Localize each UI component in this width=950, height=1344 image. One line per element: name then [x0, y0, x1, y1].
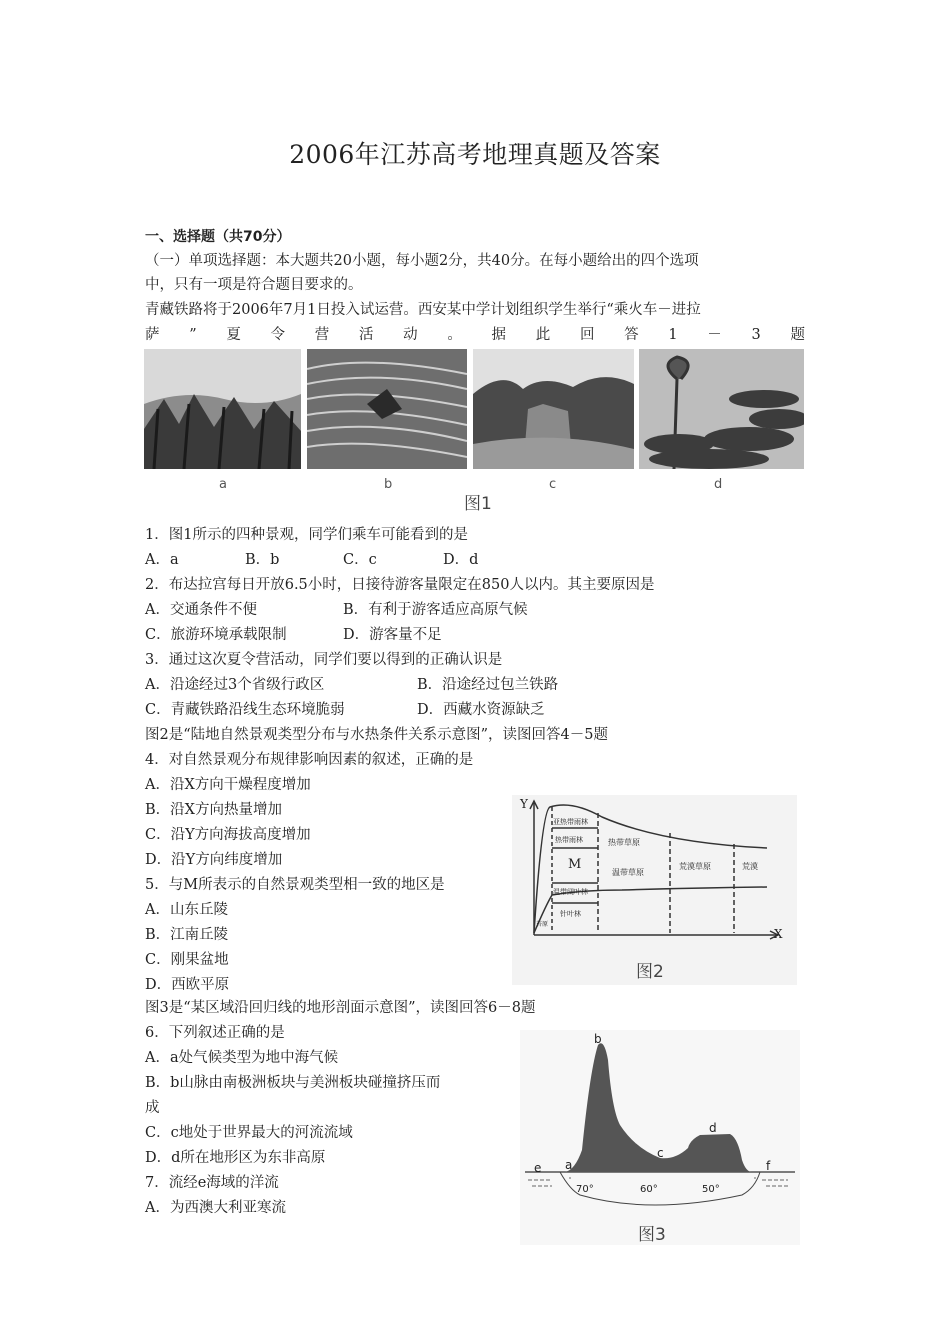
instructions-line-1: （一）单项选择题：本大题共20小题，每小题2分，共40分。在每小题给出的四个选项 — [145, 253, 699, 269]
page-title: 2006年江苏高考地理真题及答案 — [289, 140, 661, 169]
intro-char: 答 — [624, 327, 639, 343]
figure-2 — [512, 795, 797, 985]
intro-char: 萨 — [145, 327, 160, 343]
figure-1-caption: 图1 — [464, 494, 492, 514]
figure-2-y-axis: Y — [520, 797, 528, 811]
zone-label: 热带草原 — [608, 838, 640, 847]
profile-label-a: a — [565, 1158, 573, 1172]
q3-option: D．西藏水资源缺乏 — [417, 702, 545, 718]
q1-option: A．a — [145, 552, 179, 568]
zone-label: 热带雨林 — [555, 836, 583, 844]
photo-d — [639, 349, 804, 469]
photo-d-label: d — [714, 477, 723, 492]
intro-char: 动 — [403, 327, 418, 343]
zone-label-m: M — [568, 857, 582, 872]
q6-option: A．a处气候类型为地中海气候 — [145, 1050, 339, 1066]
photo-c — [473, 349, 634, 469]
fig3-intro: 图3是“某区域沿回归线的地形剖面示意图”，读图回答6－8题 — [145, 1000, 536, 1016]
q2-option: D．游客量不足 — [343, 627, 442, 643]
photo-b-label: b — [384, 477, 393, 492]
q4-option: C．沿Y方向海拔高度增加 — [145, 827, 311, 843]
intro-char: 。 — [447, 327, 462, 343]
zone-label: 荒漠 — [742, 862, 758, 871]
zone-label: 温带草原 — [612, 868, 644, 877]
zone-label: 亚热带雨林 — [553, 818, 588, 826]
q4-option: D．沿Y方向纬度增加 — [145, 852, 283, 868]
section-heading: 一、选择题（共70分） — [145, 229, 291, 245]
q6-stem: 6．下列叙述正确的是 — [145, 1025, 285, 1041]
q3-option: B．沿途经过包兰铁路 — [417, 677, 559, 693]
longitude-label: 60° — [640, 1184, 658, 1195]
q2-option: C．旅游环境承载限制 — [145, 627, 287, 643]
intro-char: 营 — [314, 327, 330, 343]
q2-option: B．有利于游客适应高原气候 — [343, 602, 528, 618]
q2-option: A．交通条件不便 — [145, 602, 257, 618]
intro-char: 回 — [579, 327, 595, 343]
figure-2-caption: 图2 — [636, 962, 664, 982]
intro-line-2 — [145, 325, 805, 345]
intro-char: 3 — [751, 327, 761, 343]
q5-stem: 5．与M所表示的自然景观类型相一致的地区是 — [145, 877, 445, 893]
intro-char: 1 — [668, 327, 678, 343]
intro-char: ” — [189, 327, 197, 343]
q1-options — [145, 550, 478, 570]
q1-stem: 1．图1所示的四种景观，同学们乘车可能看到的是 — [145, 527, 468, 543]
q7-stem: 7．流经e海域的洋流 — [145, 1175, 279, 1191]
profile-label-d: d — [709, 1121, 717, 1135]
q1-option: B．b — [245, 552, 280, 568]
fig2-intro: 图2是“陆地自然景观类型分布与水热条件关系示意图”，读图回答4－5题 — [145, 727, 608, 743]
figure-3-caption: 图3 — [638, 1225, 666, 1245]
intro-char: － — [707, 327, 722, 343]
q1-option: D．d — [443, 552, 479, 568]
q1-option: C．c — [343, 552, 377, 568]
q6-option: C．c地处于世界最大的河流流域 — [145, 1125, 353, 1141]
q6-option: D．d所在地形区为东非高原 — [145, 1150, 326, 1166]
profile-label-c: c — [657, 1146, 664, 1160]
zone-label: 温带阔叶林 — [553, 888, 588, 896]
q7-option: A．为西澳大利亚寒流 — [145, 1200, 286, 1216]
q5-option: D．西欧平原 — [145, 977, 230, 993]
figure-3 — [520, 1030, 800, 1245]
q3-option: C．青藏铁路沿线生态环境脆弱 — [145, 702, 345, 718]
figure-2-x-axis: X — [774, 927, 783, 941]
figure-3-svg — [520, 1030, 800, 1245]
intro-char: 令 — [270, 327, 286, 343]
q2-options-row-2 — [145, 625, 442, 645]
photo-a — [144, 349, 301, 469]
instructions-line-2: 中，只有一项是符合题目要求的。 — [145, 277, 363, 293]
q5-option: B．江南丘陵 — [145, 927, 229, 943]
figure-1 — [144, 349, 804, 512]
zone-label: 荒漠草原 — [679, 862, 711, 871]
q2-options-row-1 — [145, 600, 528, 620]
profile-label-f: f — [766, 1159, 771, 1173]
intro-char: 据 — [491, 327, 507, 343]
intro-char: 活 — [358, 327, 374, 343]
q2-stem: 2．布达拉宫每日开放6.5小时，日接待游客量限定在850人以内。其主要原因是 — [145, 577, 655, 593]
profile-label-b: b — [594, 1032, 602, 1046]
intro-char: 此 — [535, 327, 551, 343]
q5-option: A．山东丘陵 — [145, 902, 228, 918]
q3-options-row-2 — [145, 700, 545, 720]
q4-stem: 4．对自然景观分布规律影响因素的叙述，正确的是 — [145, 752, 474, 768]
q4-option: B．沿X方向热量增加 — [145, 802, 282, 818]
q4-option: A．沿X方向干燥程度增加 — [145, 777, 311, 793]
q5-option: C．刚果盆地 — [145, 952, 229, 968]
q6-option: B．b山脉由南极洲板块与美洲板块碰撞挤压而 — [145, 1075, 441, 1091]
photo-b — [307, 349, 467, 469]
photo-a-label: a — [219, 477, 227, 492]
q3-options-row-1 — [145, 675, 558, 695]
photo-c-label: c — [549, 477, 557, 492]
longitude-label: 50° — [702, 1184, 720, 1195]
intro-line-1: 青藏铁路将于2006年7月1日投入试运营。西安某中学计划组织学生举行“乘火车－进拉 — [145, 302, 701, 318]
q3-stem: 3．通过这次夏令营活动，同学们要以得到的正确认识是 — [145, 652, 503, 668]
longitude-label: 70° — [576, 1184, 594, 1195]
q6-option-cont: 成 — [145, 1100, 160, 1116]
profile-label-e: e — [534, 1161, 542, 1175]
intro-char: 题 — [790, 327, 805, 343]
zone-label: 针叶林 — [560, 910, 581, 918]
intro-char: 夏 — [226, 327, 241, 343]
q3-option: A．沿途经过3个省级行政区 — [145, 677, 325, 693]
zone-label: 苔原 — [536, 921, 549, 928]
